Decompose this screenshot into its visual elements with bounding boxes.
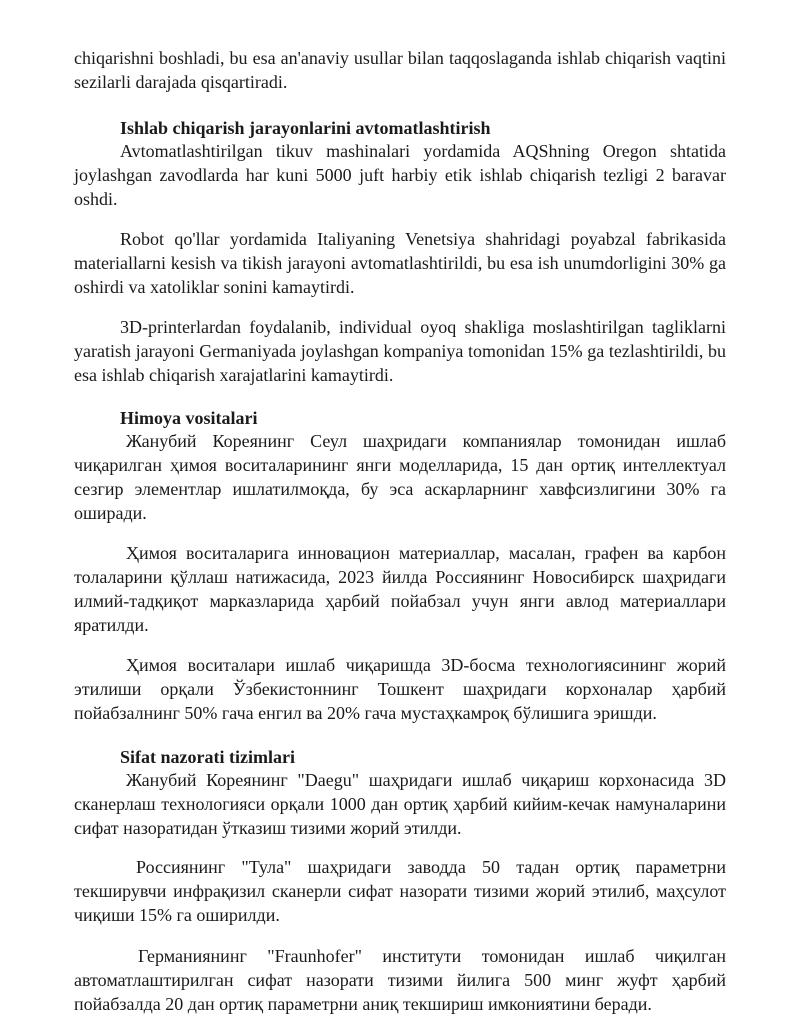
text-line: оширади. <box>74 503 147 523</box>
section-heading-automation: Ishlab chiqarish jarayonlarini avtomatlashtirish <box>120 118 491 138</box>
text-line: Жанубий Кореянинг "Daegu" шаҳридаги ишлаб чиқариш корхонасида 3D <box>126 770 726 790</box>
text-line: oshdi. <box>74 189 118 209</box>
text-line: пойабзалда 20 дан ортиқ параметрни аниқ текшириш имкониятини беради. <box>74 994 652 1014</box>
text-line: Германиянинг "Fraunhofer" институти томонидан ишлаб чиқилган <box>138 946 726 966</box>
section-heading-quality-control: Sifat nazorati tizimlari <box>120 747 295 767</box>
paragraph <box>74 429 726 525</box>
paragraph <box>74 768 726 840</box>
text-line: сезгир элементлар ишлатилмоқда, бу эса аскарларнинг хавфсизлигини 30% га <box>74 479 726 499</box>
text-line: 3D-printerlardan foydalanib, individual oyoq shakliga moslashtirilgan tagliklarni <box>120 317 726 337</box>
text-line: чиқиши 15% га оширилди. <box>74 905 280 925</box>
text-line: Ҳимоя воситаларига инновацион материаллар, масалан, графен ва карбон <box>126 543 726 563</box>
text-line: oshirdi va xatoliklar sonini kamaytirdi. <box>74 277 355 297</box>
text-line: Avtomatlashtirilgan tikuv mashinalari yordamida AQShning Oregon shtatida <box>120 141 726 161</box>
text-line: текширувчи инфрақизил сканерли сифат назорати тизими жорий этилиб, маҳсулот <box>74 881 726 901</box>
text-line: этилиши орқали Ўзбекистоннинг Тошкент шаҳридаги корхоналар ҳарбий <box>74 679 726 699</box>
text-line: сифат назоратидан ўтказиш тизими жорий этилди. <box>74 818 462 838</box>
paragraph <box>74 139 726 211</box>
paragraph <box>74 227 726 299</box>
section-heading-protection: Himoya vositalari <box>120 408 258 428</box>
text-line: Россиянинг "Тула" шаҳридаги заводда 50 тадан ортиқ параметрни <box>136 857 726 877</box>
text-line: сканерлаш технологияси орқали 1000 дан ортиқ ҳарбий кийим-кечак намуналарини <box>74 794 726 814</box>
paragraph <box>74 944 726 1016</box>
intro-paragraph <box>74 46 726 94</box>
text-line: materiallarni kesish va tikish jarayoni avtomatlashtirildi, bu esa ish unumdorligini 30% ga <box>74 253 726 273</box>
paragraph <box>74 315 726 387</box>
text-line: пойабзалнинг 50% гача енгил ва 20% гача мустаҳкамроқ бўлишига эришди. <box>74 703 657 723</box>
paragraph <box>74 653 726 725</box>
text-line: Robot qo'llar yordamida Italiyaning Venetsiya shahridagi poyabzal fabrikasida <box>120 229 726 249</box>
text-line: илмий-тадқиқот марказларида ҳарбий пойабзал учун янги авлод материаллари <box>74 591 726 611</box>
paragraph <box>74 541 726 637</box>
text-line: автоматлаштирилган сифат назорати тизими йилига 500 минг жуфт ҳарбий <box>74 970 726 990</box>
text-line: чиқарилган ҳимоя воситаларининг янги моделларида, 15 дан ортиқ интеллектуал <box>74 455 726 475</box>
text-line: Жанубий Кореянинг Сеул шаҳридаги компаниялар томонидан ишлаб <box>126 431 726 451</box>
text-line: sezilarli darajada qisqartiradi. <box>74 72 288 92</box>
text-line: яратилди. <box>74 615 149 635</box>
text-line: Ҳимоя воситалари ишлаб чиқаришда 3D-босма технологиясининг жорий <box>126 655 726 675</box>
paragraph <box>74 855 726 927</box>
text-line: joylashgan zavodlarda har kuni 5000 juft harbiy etik ishlab chiqarish tezligi 2 baravar <box>74 165 726 185</box>
text-line: esa ishlab chiqarish xarajatlarini kamaytirdi. <box>74 365 394 385</box>
text-line: chiqarishni boshladi, bu esa an'anaviy usullar bilan taqqoslaganda ishlab chiqarish vaqtini <box>74 48 726 68</box>
text-line: yaratish jarayoni Germaniyada joylashgan kompaniya tomonidan 15% ga tezlashtirildi, bu <box>74 341 726 361</box>
text-line: толаларини қўллаш натижасида, 2023 йилда Россиянинг Новосибирск шаҳридаги <box>74 567 726 587</box>
